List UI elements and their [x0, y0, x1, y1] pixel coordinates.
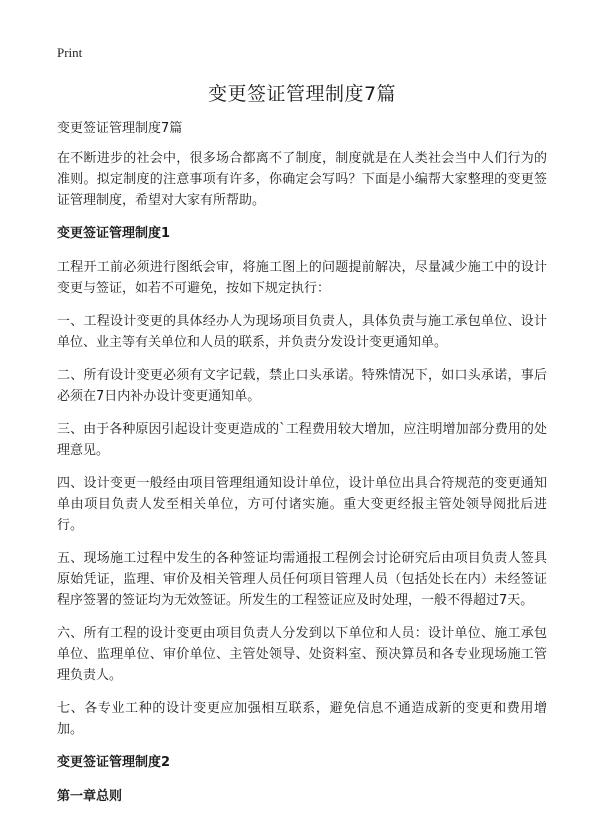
intro-paragraph: 在不断进步的社会中，很多场合都离不了制度，制度就是在人类社会当中人们行为的准则。拟定制度的注意事项有许多，你确定会写吗？下面是小编帮大家整理的变更签证管理制度，希望对大家有所帮助。: [57, 151, 547, 208]
paragraph: 工程开工前必须进行图纸会审，将施工图上的问题提前解决，尽量减少施工中的设计变更与签证，如若不可避免，按如下规定执行：: [57, 260, 547, 296]
paragraph: 六、所有工程的设计变更由项目负责人分发到以下单位和人员：设计单位、施工承包单位、监理单位、审价单位、主管处领导、处资料室、预决算员和各专业现场施工管理负责人。: [57, 626, 547, 683]
paragraph: 七、各专业工种的设计变更应加强相互联系，避免信息不通造成新的变更和费用增加。: [57, 701, 547, 737]
paragraph: 三、由于各种原因引起设计变更造成的`工程费用较大增加，应注明增加部分费用的处理意见。: [57, 422, 547, 458]
paragraph: 一、工程设计变更的具体经办人为现场项目负责人，具体负责与施工承包单位、设计单位、业主等有关单位和人员的联系，并负责分发设计变更通知单。: [57, 314, 547, 350]
section-heading-1: 变更签证管理制度1: [57, 226, 171, 241]
chapter-heading: 第一章总则: [57, 789, 123, 804]
document-body: [57, 118, 547, 820]
paragraph: 二、所有设计变更必须有文字记载，禁止口头承诺。特殊情况下，如口头承诺，事后必须在7日内补办设计变更通知单。: [57, 368, 547, 404]
paragraph: 四、设计变更一般经由项目管理组通知设计单位，设计单位出具合符规范的变更通知单由项目负责人发至相关单位，方可付诸实施。重大变更经报主管处领导阅批后进行。: [57, 476, 547, 533]
section-heading-2: 变更签证管理制度2: [57, 755, 171, 770]
document-subtitle: 变更签证管理制度7篇: [57, 121, 183, 136]
print-link[interactable]: Print: [57, 45, 83, 60]
document-title: 变更签证管理制度7篇: [207, 83, 397, 105]
paragraph: 五、现场施工过程中发生的各种签证均需通报工程例会讨论研究后由项目负责人签具原始凭证，监理、审价及相关管理人员任何项目管理人员（包括处长在内）未经签证程序签署的签证均为无效签证。所发生的工程签证应及时处理，一般不得超过7天。: [57, 551, 547, 608]
